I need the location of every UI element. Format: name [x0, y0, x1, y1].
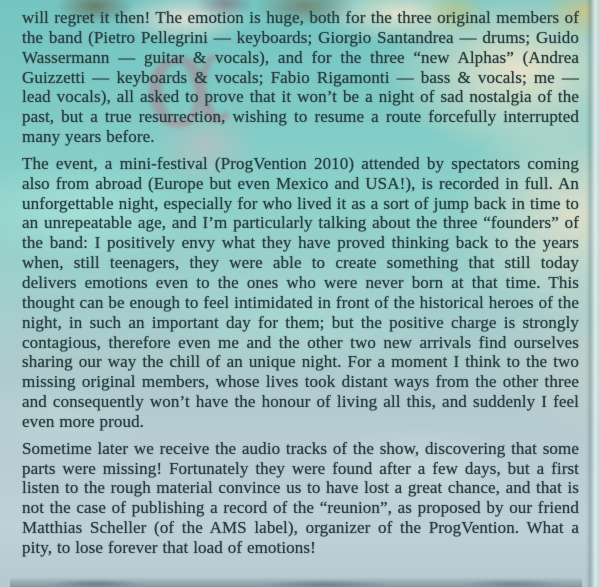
page-right-edge	[586, 0, 600, 587]
body-paragraph: The event, a mini-festival (ProgVention 2010) attended by spectators coming also from abroad (Europe but even Mexico and USA!), is recorded in full. An unforgettable night, especially for who lived it as a sort of jump back in time to an unrepeatable age, and I’m particularly talking about the three “founders” of the band: I positively envy what they have proved thinking back to the years when, still teenagers, they were able to create something that still today delivers emotions even to the ones who were never born at that time. This thought can be enough to feel intimidated in front of the historical heroes of the night, in such an important day for them; but the positive charge is strongly contagious, therefore even me and the other two new arrivals find ourselves sharing our way the chill of an unique night. For a moment I think to the two missing original members, whose lives took distant ways from the other three and consequently won’t have the honour of living all this, and suddenly I feel even more proud.	[22, 153, 579, 431]
alpha-watermark-icon: α	[134, 2, 236, 161]
body-paragraph: Sometime later we receive the audio tracks of the show, discovering that some parts were missing! Fortunately they were found after a few days, but a first listen to the rough material convince us to have lost a great chance, and that is not the case of publishing a record of the “reunion”, as proposed by our friend Matthias Scheller (of the AMS label), organizer of the ProgVention. What a pity, to lose forever that load of emotions!	[22, 438, 579, 557]
page-bottom-edge	[10, 577, 582, 587]
liner-notes-text	[22, 2, 579, 558]
body-paragraph: will regret it then! The emotion is huge, both for the three original members of the band (Pietro Pellegrini — keyboards; Giorgio Santandrea — drums; Guido Wassermann — guitar & vocals), and for the three “new Alphas” (Andrea Guizzetti — keyboards & vocals; Fabio Rigamonti — bass & vocals; me — lead vocals), all asked to prove that it won’t be a night of sad nostalgia of the past, but a true resurrection, wishing to resume a route forcefully interrupted many years before.	[22, 8, 579, 147]
